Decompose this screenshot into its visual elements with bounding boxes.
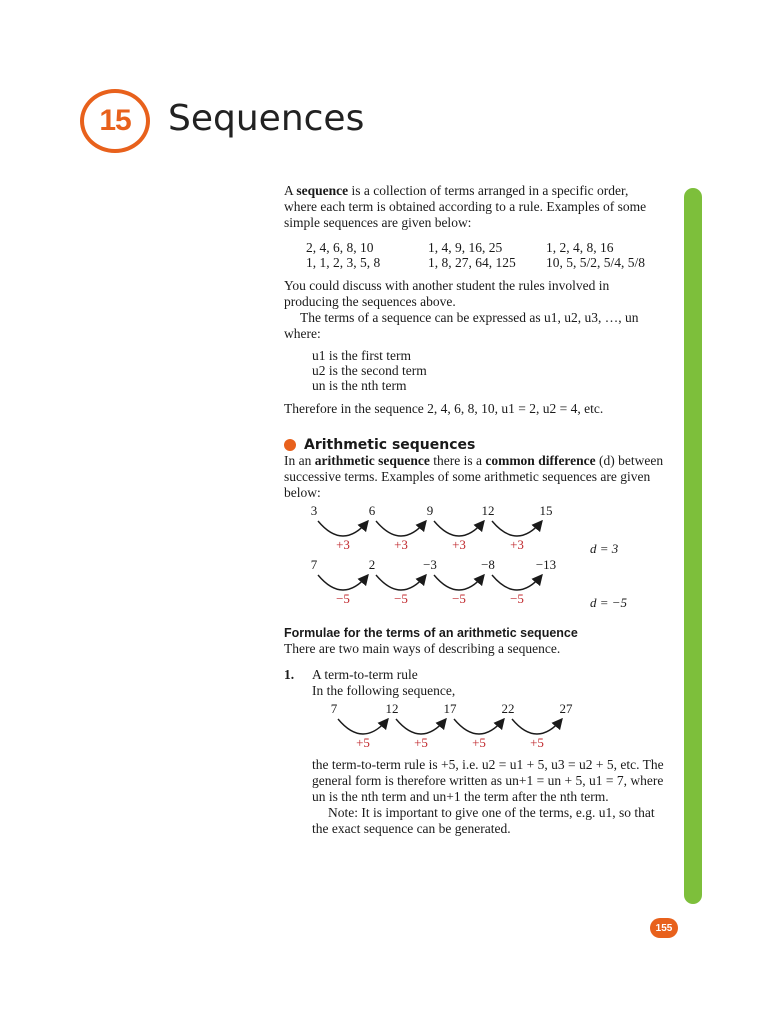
terms-list [312,348,664,393]
arithmetic-paragraph [284,453,664,501]
step-arrow [512,719,562,734]
sequence-term: 7 [310,557,318,572]
side-bar [684,188,702,904]
discuss-paragraph: You could discuss with another student the rules involved in producing the sequences above. [284,278,610,309]
therefore-sentence: Therefore in the sequence 2, 4, 6, 8, 10, u1 = 2, u2 = 4, etc. [284,401,604,416]
example-sequence: 1, 1, 2, 3, 5, 8 [306,255,381,270]
page-number: 155 [650,918,678,938]
item-sub: In the following sequence, [312,683,456,698]
step-label: +5 [472,735,486,750]
sequence-term: 7 [330,701,338,716]
step-arrow [396,719,446,734]
arithmetic-diagrams [284,501,664,611]
term-definition: u1 is the first term [312,348,411,363]
diagram-common-diff-3 [311,503,619,556]
intro-bold: sequence [296,183,349,198]
term-definition: u2 is the second term [312,363,427,378]
intro-pre: A [284,183,297,198]
step-arrow [376,575,426,590]
sequence-term: 9 [426,503,434,518]
bullet-icon [284,439,296,451]
step-label: +5 [356,735,370,750]
note-paragraph: Note: It is important to give one of the terms, e.g. u1, so that the exact sequence can be generated. [312,805,655,836]
example-sequence: 10, 5, 5/2, 5/4, 5/8 [546,255,646,270]
sequence-term: 6 [368,503,376,518]
step-arrow [318,575,368,590]
sequence-term: −8 [481,557,495,572]
step-label: −5 [336,591,350,606]
example-sequence: 1, 8, 27, 64, 125 [428,255,516,270]
sequence-term: −13 [535,557,557,572]
terms-intro: The terms of a sequence can be expressed as u1, u2, u3, …, un where: [284,310,639,341]
step-label: −5 [510,591,524,606]
section-title: Arithmetic sequences [304,437,476,453]
sequence-term: 17 [443,701,457,716]
item-body [312,667,455,699]
formulae-intro: There are two main ways of describing a sequence. [284,641,561,656]
rule-paragraph: the term-to-term rule is +5, i.e. u2 = u1 + 5, u3 = u2 + 5, etc. The general form is therefore written as un+1 = un + 5, u1 = 7, where un is the nth term and un+1 the term after the nth term. [312,757,664,804]
diagram-step-plus-5 [331,701,573,750]
diagram-common-diff-minus-5 [311,557,628,610]
item-term-to-term [284,667,664,699]
step-arrow [454,719,504,734]
difference-label: d = −5 [590,595,628,610]
sequence-term: 3 [310,503,318,518]
example-sequences [306,240,664,270]
sequence-term: −3 [423,557,437,572]
arithmetic-heading [284,437,664,453]
formulae-heading: Formulae for the terms of an arithmetic sequence [284,626,578,640]
page-content [284,183,664,837]
sequence-term: 12 [385,701,399,716]
arith-bold: arithmetic sequence [314,453,430,468]
item-title: A term-to-term rule [312,667,418,682]
sequence-term: 22 [501,701,515,716]
step-arrow [492,575,542,590]
sequence-term: 15 [539,503,553,518]
example-sequence: 2, 4, 6, 8, 10 [306,240,374,255]
step-arrow [318,521,368,536]
step-label: +3 [510,537,524,552]
sequence-term: 27 [559,701,573,716]
arith-text: In an [284,453,315,468]
intro-post: is a collection of terms arranged in a specific order, where each term is obtained according to a rule. Examples of some simple sequences are given below: [284,183,647,230]
difference-label: d = 3 [590,541,619,556]
chapter-title: Sequences [168,98,365,139]
example-sequence: 1, 2, 4, 8, 16 [546,240,614,255]
term-definition: un is the nth term [312,378,407,393]
step-label: −5 [452,591,466,606]
arith-bold: common difference [485,453,596,468]
item-number: 1. [284,667,295,682]
arith-text: there is a [429,453,486,468]
chapter-number-badge [80,89,150,153]
step-label: +3 [394,537,408,552]
arith-text: (d) between successive terms. Examples of some arithmetic sequences are given below: [284,453,664,500]
step-label: +3 [452,537,466,552]
step-arrow [434,521,484,536]
sequence-term: 2 [368,557,376,572]
term-to-term-diagram [284,699,664,757]
step-arrow [376,521,426,536]
example-sequence: 1, 4, 9, 16, 25 [428,240,503,255]
step-label: +5 [414,735,428,750]
step-label: +5 [530,735,544,750]
step-arrow [434,575,484,590]
step-label: −5 [394,591,408,606]
step-arrow [492,521,542,536]
step-label: +3 [336,537,350,552]
step-arrow [338,719,388,734]
sequence-term: 12 [481,503,495,518]
intro-paragraph [284,183,664,231]
chapter-number: 15 [99,104,131,137]
